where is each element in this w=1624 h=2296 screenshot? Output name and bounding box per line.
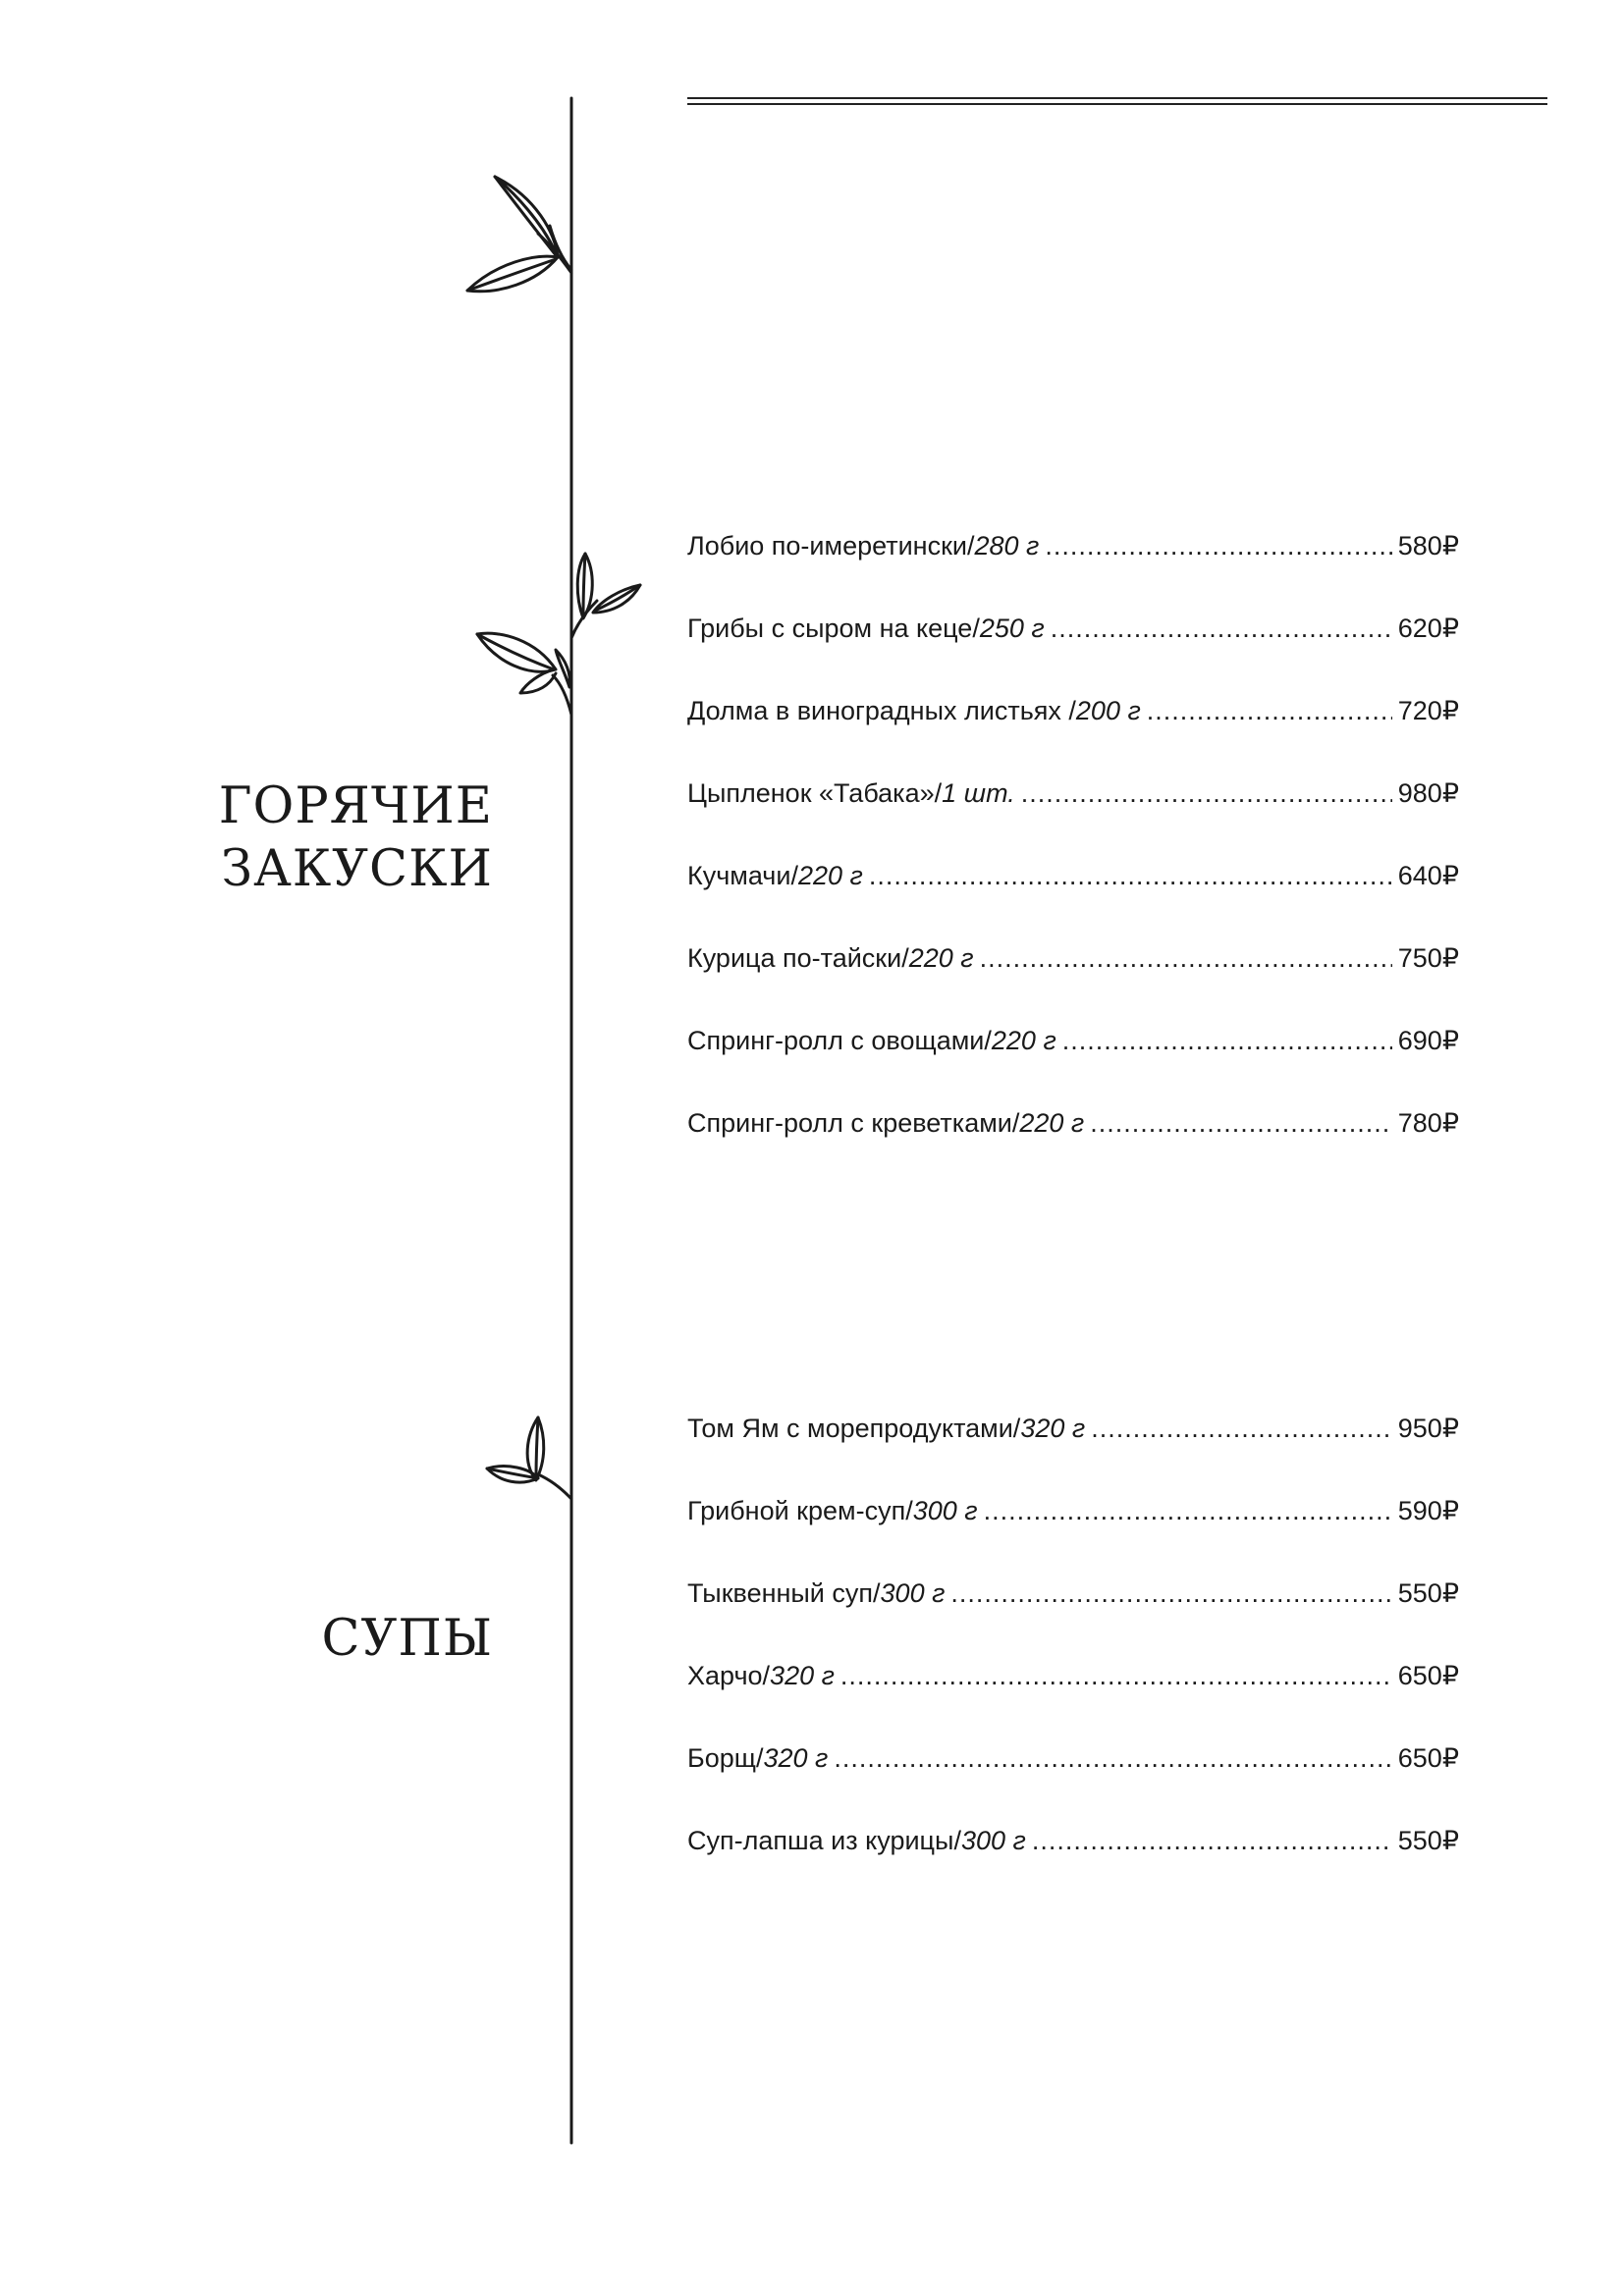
item-price: 620₽ xyxy=(1397,614,1459,643)
item-price: 650₽ xyxy=(1397,1661,1459,1690)
item-name: Долма в виноградных листьях xyxy=(687,696,1069,725)
dot-leader xyxy=(1090,1106,1392,1140)
item-weight: 300 г xyxy=(912,1496,978,1525)
dot-leader xyxy=(1062,1024,1392,1057)
leaf-branch-icon xyxy=(467,177,571,292)
menu-item xyxy=(687,1659,1459,1741)
section-title-line: ЗАКУСКИ xyxy=(221,840,493,898)
section-title-soups xyxy=(321,1608,493,1671)
dot-leader xyxy=(834,1741,1391,1775)
menu-item xyxy=(687,694,1459,776)
section-title-line: ГОРЯЧИЕ xyxy=(218,777,493,835)
item-name: Цыпленок «Табака» xyxy=(687,778,935,808)
item-name: Борщ xyxy=(687,1743,756,1773)
item-name: Курица по-тайски xyxy=(687,943,902,973)
menu-item xyxy=(687,1024,1459,1106)
item-name: Грибы с сыром на кеце xyxy=(687,614,973,643)
menu-item xyxy=(687,1412,1459,1494)
item-weight: 300 г xyxy=(960,1826,1026,1855)
menu-item xyxy=(687,1576,1459,1659)
item-name: Кучмачи xyxy=(687,861,791,890)
item-separator: / xyxy=(953,1826,961,1855)
dot-leader xyxy=(984,1494,1392,1527)
item-price: 650₽ xyxy=(1397,1743,1459,1773)
item-separator: / xyxy=(762,1661,771,1690)
item-weight: 250 г xyxy=(979,614,1045,643)
item-weight: 220 г xyxy=(797,861,863,890)
dot-leader xyxy=(1021,776,1392,810)
item-weight: 320 г xyxy=(1020,1414,1086,1443)
dot-leader xyxy=(1051,612,1392,645)
item-weight: 220 г xyxy=(908,943,974,973)
item-separator: / xyxy=(1011,1108,1020,1138)
item-price: 590₽ xyxy=(1397,1496,1459,1525)
item-name: Тыквенный суп xyxy=(687,1578,874,1608)
menu-item xyxy=(687,941,1459,1024)
menu-item xyxy=(687,529,1459,612)
item-separator: / xyxy=(966,531,975,561)
dot-leader xyxy=(1091,1412,1392,1445)
menu-item xyxy=(687,1106,1459,1189)
dot-leader xyxy=(869,859,1392,892)
item-name: Том Ям с морепродуктами xyxy=(687,1414,1013,1443)
menu-item xyxy=(687,776,1459,859)
dot-leader xyxy=(1045,529,1391,562)
item-separator: / xyxy=(901,943,909,973)
item-name: Грибной крем-суп xyxy=(687,1496,906,1525)
item-name: Суп-лапша из курицы xyxy=(687,1826,954,1855)
menu-item xyxy=(687,1824,1459,1906)
item-weight: 320 г xyxy=(763,1743,829,1773)
item-name: Спринг-ролл с овощами xyxy=(687,1026,985,1055)
item-separator: / xyxy=(972,614,980,643)
item-price: 950₽ xyxy=(1397,1414,1459,1443)
item-price: 550₽ xyxy=(1397,1578,1459,1608)
section-title-line: СУПЫ xyxy=(321,1610,493,1668)
item-separator: / xyxy=(755,1743,764,1773)
item-separator: / xyxy=(1068,696,1076,725)
item-weight: 1 шт. xyxy=(942,778,1015,808)
menu-list-soups xyxy=(687,1412,1459,1906)
item-weight: 280 г xyxy=(974,531,1040,561)
dot-leader xyxy=(950,1576,1391,1610)
dot-leader xyxy=(840,1659,1392,1692)
dot-leader xyxy=(1032,1824,1392,1857)
leaf-branch-icon xyxy=(477,554,640,715)
item-name: Харчо xyxy=(687,1661,763,1690)
item-name: Лобио по-имеретински xyxy=(687,531,967,561)
item-separator: / xyxy=(1012,1414,1021,1443)
menu-item xyxy=(687,612,1459,694)
item-separator: / xyxy=(984,1026,992,1055)
menu-item xyxy=(687,1741,1459,1824)
item-weight: 220 г xyxy=(1019,1108,1085,1138)
item-price: 780₽ xyxy=(1397,1108,1459,1138)
item-price: 580₽ xyxy=(1397,531,1459,561)
menu-item xyxy=(687,1494,1459,1576)
item-weight: 200 г xyxy=(1075,696,1141,725)
dot-leader xyxy=(980,941,1392,975)
item-separator: / xyxy=(934,778,943,808)
section-title-hot-appetizers xyxy=(219,775,493,901)
dot-leader xyxy=(1147,694,1392,727)
item-price: 980₽ xyxy=(1397,778,1459,808)
item-price: 750₽ xyxy=(1397,943,1459,973)
item-price: 690₽ xyxy=(1397,1026,1459,1055)
item-weight: 300 г xyxy=(880,1578,946,1608)
menu-item xyxy=(687,859,1459,941)
item-weight: 320 г xyxy=(770,1661,835,1690)
item-name: Спринг-ролл с креветками xyxy=(687,1108,1012,1138)
item-price: 550₽ xyxy=(1397,1826,1459,1855)
item-separator: / xyxy=(790,861,798,890)
item-price: 720₽ xyxy=(1397,696,1459,725)
item-separator: / xyxy=(873,1578,881,1608)
leaf-branch-icon xyxy=(487,1417,571,1499)
menu-list-hot-appetizers xyxy=(687,529,1459,1189)
item-price: 640₽ xyxy=(1397,861,1459,890)
item-separator: / xyxy=(905,1496,913,1525)
item-weight: 220 г xyxy=(991,1026,1056,1055)
